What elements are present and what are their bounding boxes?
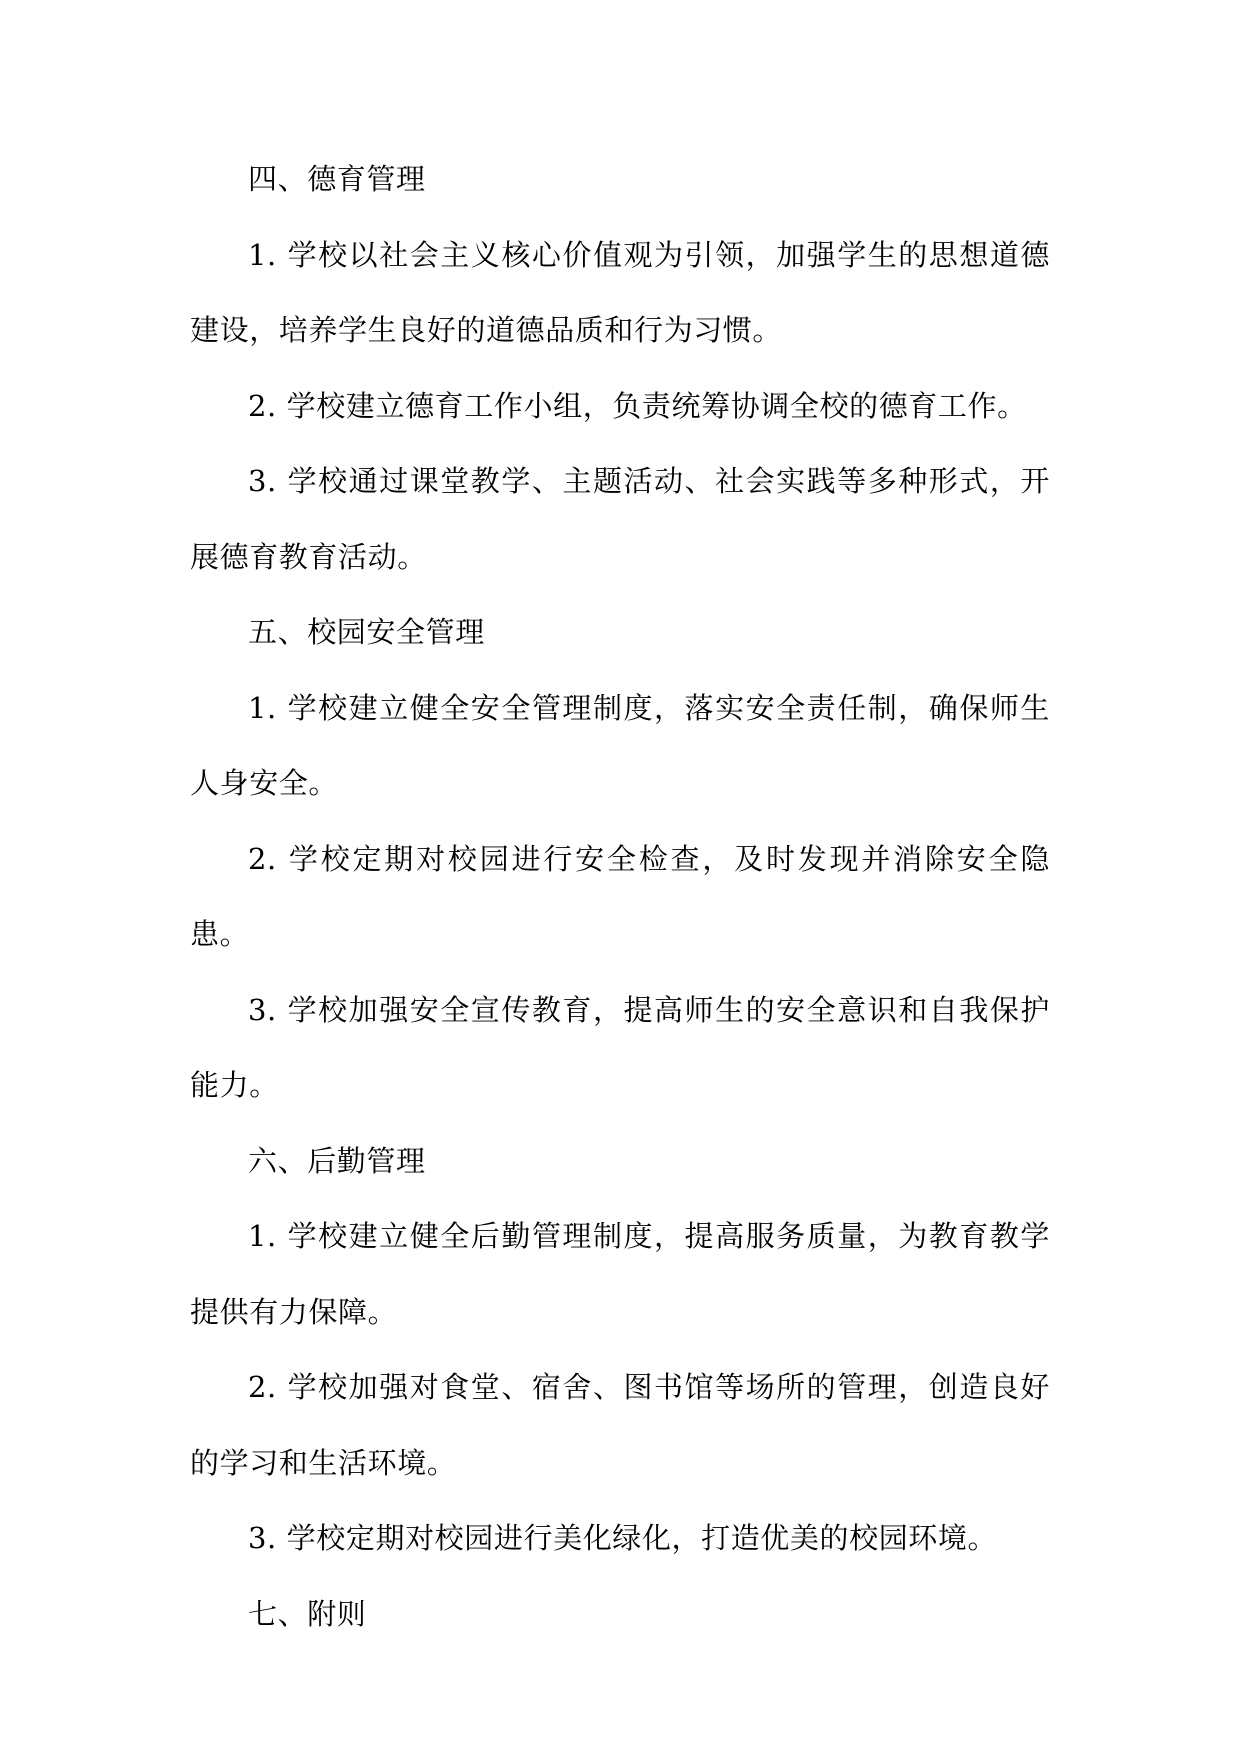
document-body — [190, 142, 1050, 1652]
section-heading-campus-safety: 五、校园安全管理 — [248, 615, 485, 649]
paragraph-safety-2: 2. 学校定期对校园进行安全检查，及时发现并消除安全隐患。 — [190, 841, 1050, 951]
paragraph-moral-3: 3. 学校通过课堂教学、主题活动、社会实践等多种形式，开展德育教育活动。 — [190, 464, 1050, 574]
paragraph-logistics-3: 3. 学校定期对校园进行美化绿化，打造优美的校园环境。 — [248, 1521, 998, 1555]
section-heading-supplementary: 七、附则 — [248, 1596, 367, 1631]
paragraph-safety-3: 3. 学校加强安全宣传教育，提高师生的安全意识和自我保护能力。 — [190, 992, 1050, 1102]
paragraph-moral-2: 2. 学校建立德育工作小组，负责统筹协调全校的德育工作。 — [248, 388, 1027, 423]
section-heading-moral-education: 四、德育管理 — [248, 162, 426, 196]
paragraph-moral-1: 1. 学校以社会主义核心价值观为引领，加强学生的思想道德建设，培养学生良好的道德品质和行为习惯。 — [190, 237, 1050, 347]
paragraph-safety-1: 1. 学校建立健全安全管理制度，落实安全责任制，确保师生人身安全。 — [190, 690, 1050, 800]
section-heading-logistics: 六、后勤管理 — [248, 1143, 426, 1178]
paragraph-logistics-1: 1. 学校建立健全后勤管理制度，提高服务质量，为教育教学提供有力保障。 — [190, 1219, 1050, 1329]
paragraph-logistics-2: 2. 学校加强对食堂、宿舍、图书馆等场所的管理，创造良好的学习和生活环境。 — [190, 1370, 1050, 1480]
